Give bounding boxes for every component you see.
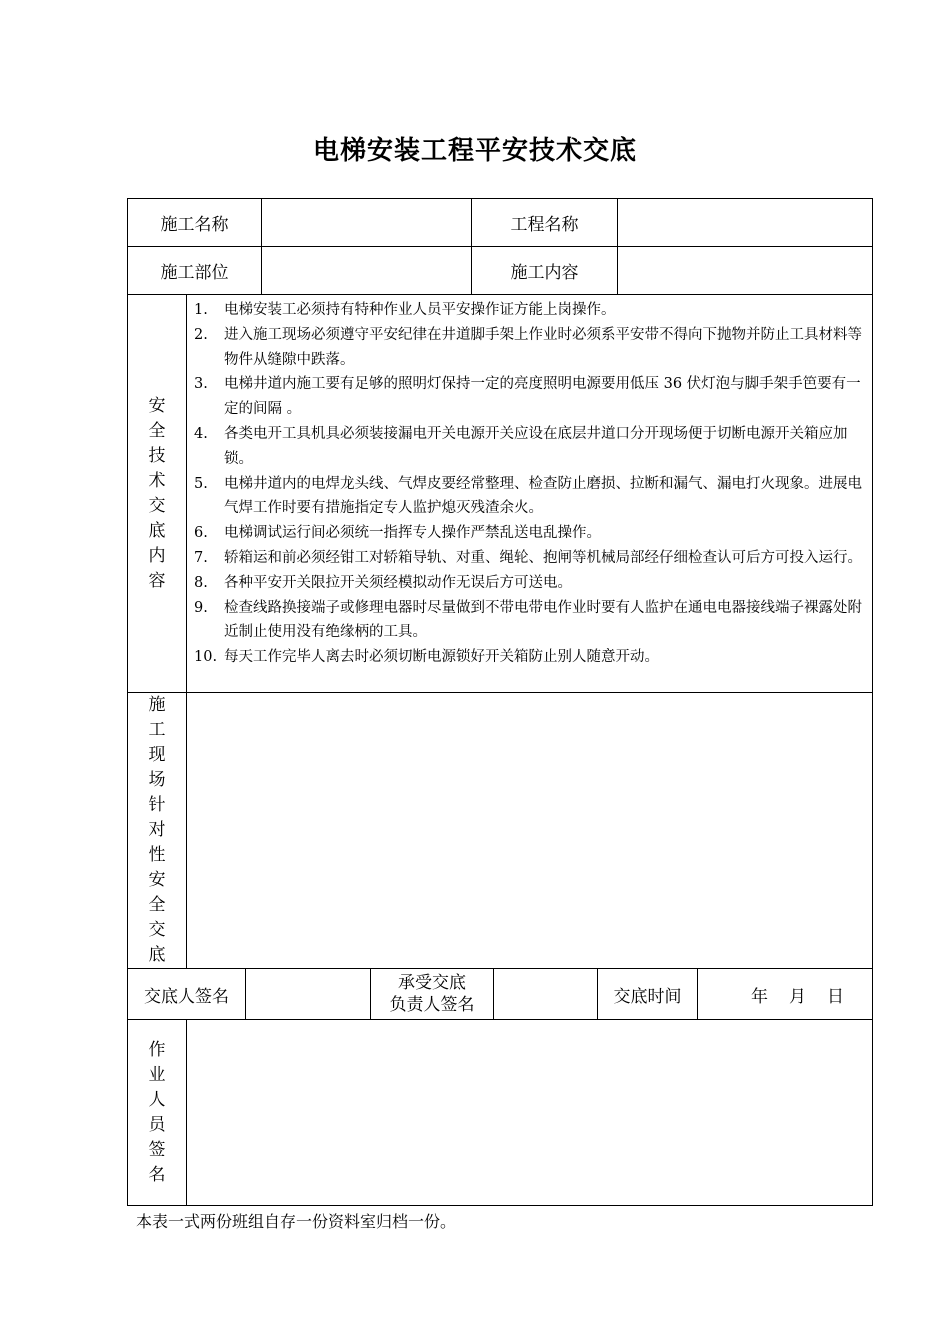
column-divider: [186, 1019, 187, 1206]
item-number: 7.: [194, 549, 208, 566]
safety-item: [188, 323, 868, 373]
label-char: 业: [148, 1064, 166, 1085]
document-title: 电梯安装工程平安技术交底: [312, 136, 637, 166]
label-char: 作: [148, 1039, 166, 1060]
discloser-signature-field[interactable]: [246, 969, 370, 1019]
label-char: 交: [148, 920, 166, 940]
safety-item: [188, 472, 868, 522]
safety-item: [188, 645, 868, 670]
label-char: 名: [148, 1164, 166, 1185]
label-char: 现: [148, 745, 166, 765]
item-number: 5.: [194, 475, 208, 492]
construction-content-label: 施工内容: [510, 263, 579, 283]
safety-item: [188, 372, 868, 422]
label-char: 签: [148, 1139, 166, 1160]
label-char: 全: [148, 895, 166, 915]
worker-signatures-label: [128, 1020, 186, 1205]
label-char: 底: [148, 520, 166, 541]
item-number: 2.: [194, 326, 208, 343]
construction-part-field[interactable]: [262, 247, 471, 294]
label-char: 员: [148, 1114, 166, 1135]
construction-content-field[interactable]: [618, 247, 872, 294]
project-name-field[interactable]: [618, 199, 872, 246]
label-char: 对: [148, 820, 166, 840]
label-char: 工: [148, 720, 166, 740]
item-text: 电梯井道内的电焊龙头线、气焊皮要经常整理、检查防止磨损、拉断和漏气、漏电打火现象。进展电气焊工作时要有措施指定专人监护熄灭残渣余火。: [224, 475, 862, 517]
label-char: 性: [148, 845, 166, 865]
construction-part-label: 施工部位: [160, 263, 229, 283]
receiver-label-line1: 承受交底: [398, 973, 466, 993]
item-number: 10.: [194, 649, 218, 666]
label-char: 安: [148, 870, 166, 890]
label-char: 容: [148, 570, 166, 591]
safety-item: [188, 298, 868, 323]
label-char: 底: [148, 945, 166, 965]
label-char: 人: [148, 1089, 166, 1110]
label-char: 内: [148, 545, 166, 566]
construction-name-label: 施工名称: [160, 215, 229, 235]
row-divider: [127, 692, 873, 693]
construction-name-field[interactable]: [262, 199, 471, 246]
item-text: 电梯安装工必须持有特种作业人员平安操作证方能上岗操作。: [224, 302, 616, 318]
safety-item: [188, 521, 868, 546]
safety-items-list: [188, 298, 868, 670]
item-number: 4.: [194, 425, 208, 442]
safety-disclosure-label: [128, 295, 186, 692]
receiver-label-line2: 负责人签名: [389, 995, 475, 1015]
safety-item: [188, 422, 868, 472]
label-char: 交: [148, 495, 166, 516]
footnote: 本表一式两份班组自存一份资料室归档一份。: [136, 1212, 457, 1231]
site-safety-content-field[interactable]: [188, 694, 871, 967]
item-number: 1.: [194, 302, 208, 318]
item-number: 8.: [194, 574, 208, 591]
item-text: 电梯调试运行间必须统一指挥专人操作严禁乱送电乱操作。: [224, 525, 601, 542]
disclosure-date-field[interactable]: 年 月 日: [751, 986, 846, 1007]
item-text: 轿箱运和前必须经钳工对轿箱导轨、对重、绳轮、抱闸等机械局部经仔细检查认可后方可投入运行。: [224, 549, 862, 566]
site-safety-label: [128, 693, 186, 968]
row-divider: [127, 294, 873, 295]
item-text: 进入施工现场必须遵守平安纪律在井道脚手架上作业时必须系平安带不得向下抛物并防止工具材料等物件从缝隙中跌落。: [224, 326, 862, 368]
receiver-signature-label: [371, 969, 493, 1019]
item-text: 各种平安开关限拉开关须经模拟动作无误后方可送电。: [224, 574, 572, 591]
receiver-signature-field[interactable]: [494, 969, 597, 1019]
item-text: 各类电开工具机具必须装接漏电开关电源开关应设在底层井道口分开现场便于切断电源开关箱应加锁。: [224, 425, 848, 467]
label-char: 术: [148, 470, 166, 491]
project-name-label: 工程名称: [510, 215, 579, 235]
label-char: 场: [148, 770, 166, 790]
safety-item: [188, 546, 868, 571]
safety-item: [188, 596, 868, 646]
discloser-signature-label: 交底人签名: [144, 986, 229, 1007]
label-char: 全: [148, 420, 166, 441]
item-text: 电梯井道内施工要有足够的照明灯保持一定的亮度照明电源要用低压 36 伏灯泡与脚手架手笆要有一定的间隔 。: [224, 376, 861, 418]
item-number: 3.: [194, 376, 208, 393]
safety-item: [188, 571, 868, 596]
item-text: 检查线路换接端子或修理电器时尽量做到不带电带电作业时要有人监护在通电电器接线端子裸露处附近制止使用没有绝缘柄的工具。: [224, 599, 862, 641]
label-char: 安: [148, 395, 166, 416]
label-char: 施: [148, 695, 166, 715]
row-divider: [127, 1019, 873, 1020]
label-char: 针: [148, 795, 166, 815]
disclosure-time-label: 交底时间: [613, 986, 682, 1007]
item-number: 9.: [194, 599, 208, 616]
column-divider: [186, 294, 187, 968]
worker-signatures-field[interactable]: [188, 1021, 871, 1204]
item-number: 6.: [194, 525, 208, 542]
label-char: 技: [148, 445, 166, 466]
item-text: 每天工作完毕人离去时必须切断电源锁好开关箱防止别人随意开动。: [224, 649, 659, 666]
